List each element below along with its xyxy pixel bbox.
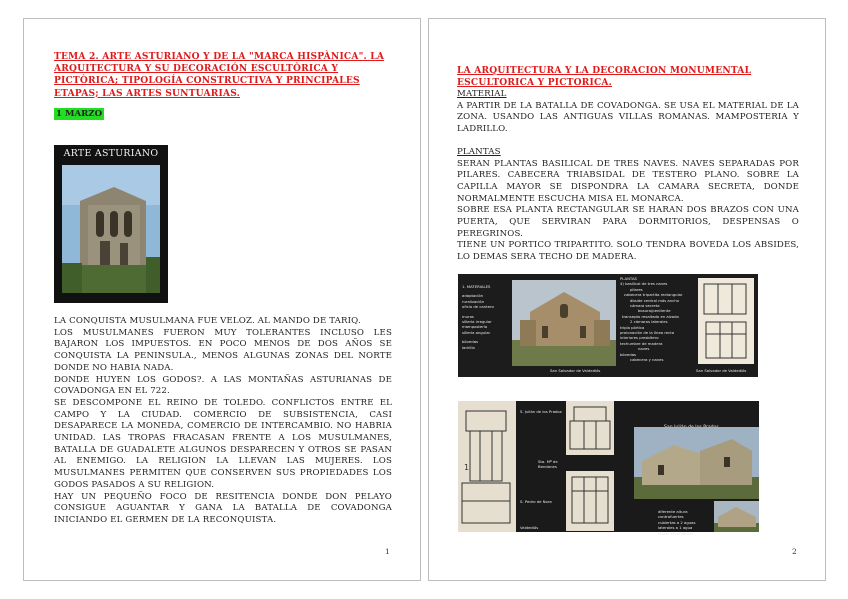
section-title: LA ARQUITECTURA Y LA DECORACION MONUMENTAL ESCULTORICA Y PICTORICA. (457, 65, 752, 89)
page1-body (54, 316, 392, 527)
paragraph: LA CONQUISTA MUSULMANA FUE VELOZ. AL MANDO DE TARIQ. (54, 316, 361, 326)
page-title: TEMA 2. ARTE ASTURIANO Y DE LA "MARCA HISPÀNICA". LA ARQUITECTURA Y SU DECORACIÓN ESCULTÒRICA Y PICTÒRICA; TIPOLOGÍA CONSTRUCTIVA Y PRINCIPALES ETAPAS; LAS ARTES SUNTUARIAS. (54, 51, 385, 99)
material-heading: MATERIAL (457, 89, 507, 99)
figure-side-number: 1 (464, 463, 470, 472)
plan-label: Sta. Mª de Bendones (538, 459, 558, 470)
plan-label: S. Pedro de Nora (520, 499, 552, 504)
bendones-plan (566, 401, 614, 455)
paragraph: HAY UN PEQUEÑO FOCO DE RESITENCIA DONDE DON PELAYO CONSIGUE AGUANTAR Y GANA LA BATALLA DE COVADONGA INICIANDO EL GERMEN DE LA RECONQUISTA. (54, 491, 392, 525)
paragraph: SERAN PLANTAS BASILICAL DE TRES NAVES. NAVES SEPARADAS POR PILARES. CABECERA TRIABSIDAL DE TESTERO PLANO. SOBRE LA CAPILLA MAYOR SE DISPONDRA LA CAMARA SECRETA, DONDE NORMALMENTE ESCUCHA MISA EL MONARCA. (457, 158, 799, 204)
valdedios-figure (458, 274, 758, 377)
image-caption: ARTE ASTURIANO (63, 148, 159, 159)
paragraph: TIENE UN PORTICO TRIPARTITO. SOLO TENDRA BOVEDA LOS ABSIDES, LO DEMAS SERA TECHO DE MADERA. (457, 240, 799, 263)
plans-and-photos-figure (458, 401, 759, 536)
paragraph: SOBRE ESA PLANTA RECTANGULAR SE HARAN DOS BRAZOS CON UNA PUERTA, QUE SERVIRAN PARA DORMITORIOS, DESPENSAS O PEREGRINOS. (457, 205, 799, 239)
church-side-photo (714, 501, 759, 532)
paragraph: LOS MUSULMANES FUERON MUY TOLERANTES INCLUSO LES BAJARON LOS IMPUESTOS. EN POCO MENOS DE DOS AÑOS SE CONQUISTA LA PENINSULA., MENOS ALGUNAS ZONAS DEL NORTE DONDE NO HABIA NADA. (54, 327, 392, 373)
paragraph: SE DESCOMPONE EL REINO DE TOLEDO. CONFLICTOS ENTRE EL CAMPO Y LA CIUDAD. COMERCIO DE SUBSISTENCIA, CASI DESAPARECE LA MONEDA, COMERCIO DE INTERCAMBIO. NO HABRIA UNIDAD. LAS TROPAS FRACASAN FRENTE A LOS MUSULMANES, BATALLA DE GUADALETE ALGUNOS DESPARECEN Y OTROS SE PASAN AL ENEMIGO. LA RELIGION LA LLEVAN LAS MUJERES. LOS MUSULMANES PERMITEN QUE CONSERVEN SUS PROPIEDADES LOS GODOS PASADOS A SU RELIGION. (54, 397, 392, 490)
page-number: 2 (792, 547, 797, 556)
page2-body (457, 89, 799, 264)
materials-panel: 1. MATERIALES adaptación ruralización oficio de cantero muros sillería irregular mampostería sillería angular bóvedas ladrillo (462, 284, 494, 350)
features-panel: diferente altura contrafuertes cubiertas a 2 aguas laterales a 1 agua naves secundarias (658, 509, 696, 536)
date-highlight: 1 MARZO (56, 109, 103, 119)
document-page-1 (23, 18, 421, 581)
plantas-heading: PLANTAS (457, 146, 501, 157)
plan-caption: San Salvador de Valdediós (696, 368, 747, 373)
plan-label: S. Julián de los Prados (520, 409, 562, 414)
document-page-2 (428, 18, 826, 581)
valdedios-floor-plan (698, 278, 754, 364)
paragraph: DONDE HUYEN LOS GODOS?. A LAS MONTAÑAS ASTURIANAS DE COVADONGA EN EL 722. (54, 374, 392, 397)
arte-asturiano-image (54, 145, 168, 303)
church-photo (54, 145, 168, 303)
page-number: 1 (385, 547, 390, 556)
plantas-panel: PLANTAS 4) basilical de tres naves pilares cabecera tripartita rectangular ábside central más ancho cámara secreta bosura/penitente transepto resaltado en alzado 2 cámaras laterales tripla pórtica prolonación de la línea recta interiores presbítero techumbre de madera naves bóvedas cabecera y naves (620, 276, 683, 363)
paragraph: A PARTIR DE LA BATALLA DE COVADONGA. SE USA EL MATERIAL DE LA ZONA. USANDO LAS ANTIGUAS VILLAS ROMANAS. MAMPOSTERIA Y LADRILLO. (457, 100, 799, 135)
plan-label: Valdediós (520, 525, 539, 530)
valdedios-caption: San Salvador de Valdediós (550, 368, 601, 373)
valdedios-photo (512, 280, 616, 366)
julian-prados-photo (634, 427, 759, 499)
nora-plan (566, 471, 614, 531)
